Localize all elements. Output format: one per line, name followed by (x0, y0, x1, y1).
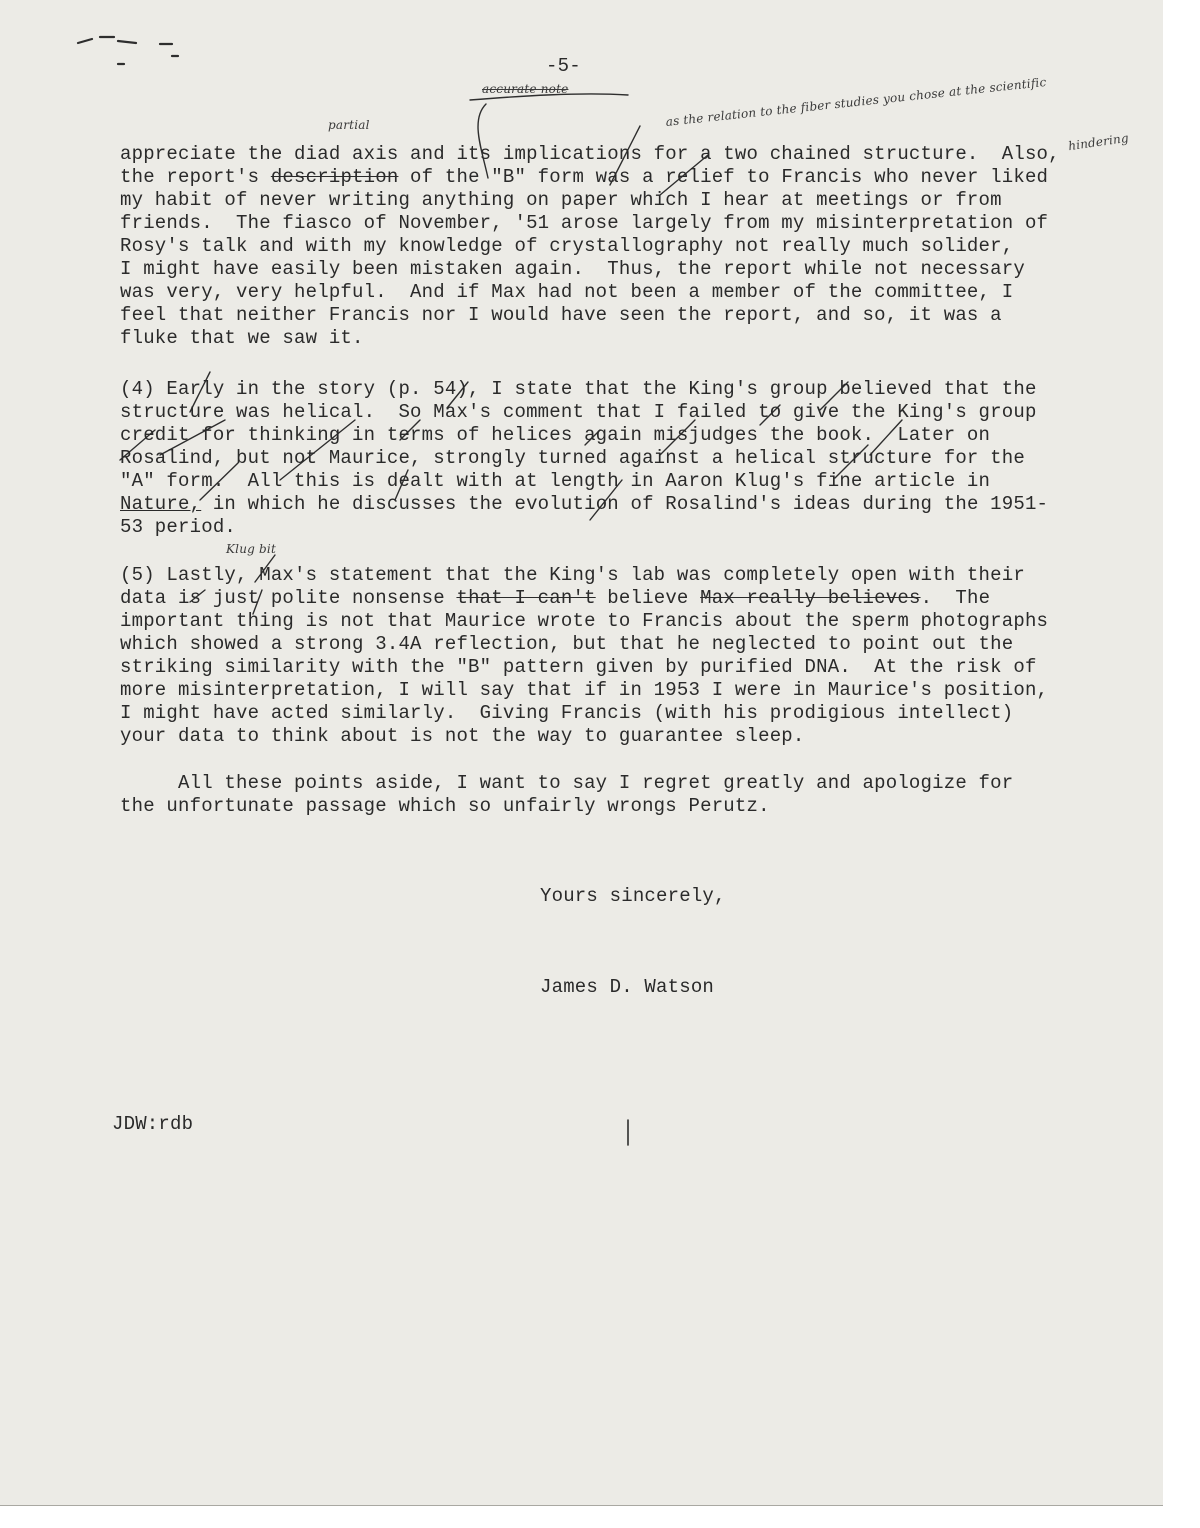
closing-line-2: the unfortunate passage which so unfairly wrongs Perutz. (120, 795, 770, 817)
page-number: -5- (546, 55, 581, 77)
handwritten-margin-note: as the relation to the fiber studies you chose at the scientific (665, 75, 1048, 129)
paragraph-1-line-5: Rosy's talk and with my knowledge of crystallography not really much solider, (120, 235, 1014, 257)
paragraph-5-line-7: I might have acted similarly. Giving Francis (with his prodigious intellect) (120, 702, 1014, 724)
paragraph-5-line-2: data is just polite nonsense that I can't believe Max really believes. The (120, 587, 991, 609)
paragraph-4-line-6: Nature, in which he discusses the evolution of Rosalind's ideas during the 1951- (120, 493, 1049, 515)
typist-initials: JDW:rdb (112, 1113, 194, 1135)
paragraph-1-line-6: I might have easily been mistaken again. Thus, the report while not necessary (120, 258, 1025, 280)
signature-name: James D. Watson (540, 976, 715, 998)
paragraph-4-line-2: structure was helical. So Max's comment that I failed to give the King's group (120, 401, 1037, 423)
paragraph-5-line-8: your data to think about is not the way to guarantee sleep. (120, 725, 805, 747)
paragraph-4-line-5: "A" form. All this is dealt with at length in Aaron Klug's fine article in (120, 470, 991, 492)
paragraph-5-line-3: important thing is not that Maurice wrote to Francis about the sperm photographs (120, 610, 1049, 632)
paragraph-4-line-1: (4) Early in the story (p. 54), I state that the King's group believed that the (120, 378, 1037, 400)
paragraph-1-line-2: the report's description of the "B" form was a relief to Francis who never liked (120, 166, 1049, 188)
paragraph-5-line-4: which showed a strong 3.4A reflection, but that he neglected to point out the (120, 633, 1014, 655)
nature-journal: Nature, (120, 493, 202, 515)
paragraph-1-line-8: feel that neither Francis nor I would have seen the report, and so, it was a (120, 304, 1002, 326)
paragraph-5-line-1: (5) Lastly, Max's statement that the King's lab was completely open with their (120, 564, 1025, 586)
paragraph-4-line-7: 53 period. (120, 516, 237, 538)
paragraph-5-line-5: striking similarity with the "B" pattern given by purified DNA. At the risk of (120, 656, 1037, 678)
paragraph-4-line-4: Rosalind, but not Maurice, strongly turned against a helical structure for the (120, 447, 1025, 469)
paragraph-4-line-3: credit for thinking in terms of helices again misjudges the book. Later on (120, 424, 991, 446)
closing-line-1: All these points aside, I want to say I regret greatly and apologize for (120, 772, 1014, 794)
handwritten-struck-note: accurate note (482, 82, 569, 96)
valediction: Yours sincerely, (540, 885, 726, 907)
paragraph-1-line-9: fluke that we saw it. (120, 327, 364, 349)
handwritten-note-klug: Klug bit (226, 542, 276, 556)
paragraph-1-line-1: appreciate the diad axis and its implications for a two chained structure. Also, (120, 143, 1060, 165)
handwritten-margin-note-2: hindering (1067, 130, 1130, 154)
handwritten-note-partial: partial (328, 118, 370, 132)
paragraph-5-line-6: more misinterpretation, I will say that if in 1953 I were in Maurice's position, (120, 679, 1049, 701)
paragraph-1-line-4: friends. The fiasco of November, '51 arose largely from my misinterpretation of (120, 212, 1049, 234)
paragraph-1-line-3: my habit of never writing anything on paper which I hear at meetings or from (120, 189, 1002, 211)
paragraph-1-line-7: was very, very helpful. And if Max had not been a member of the committee, I (120, 281, 1014, 303)
